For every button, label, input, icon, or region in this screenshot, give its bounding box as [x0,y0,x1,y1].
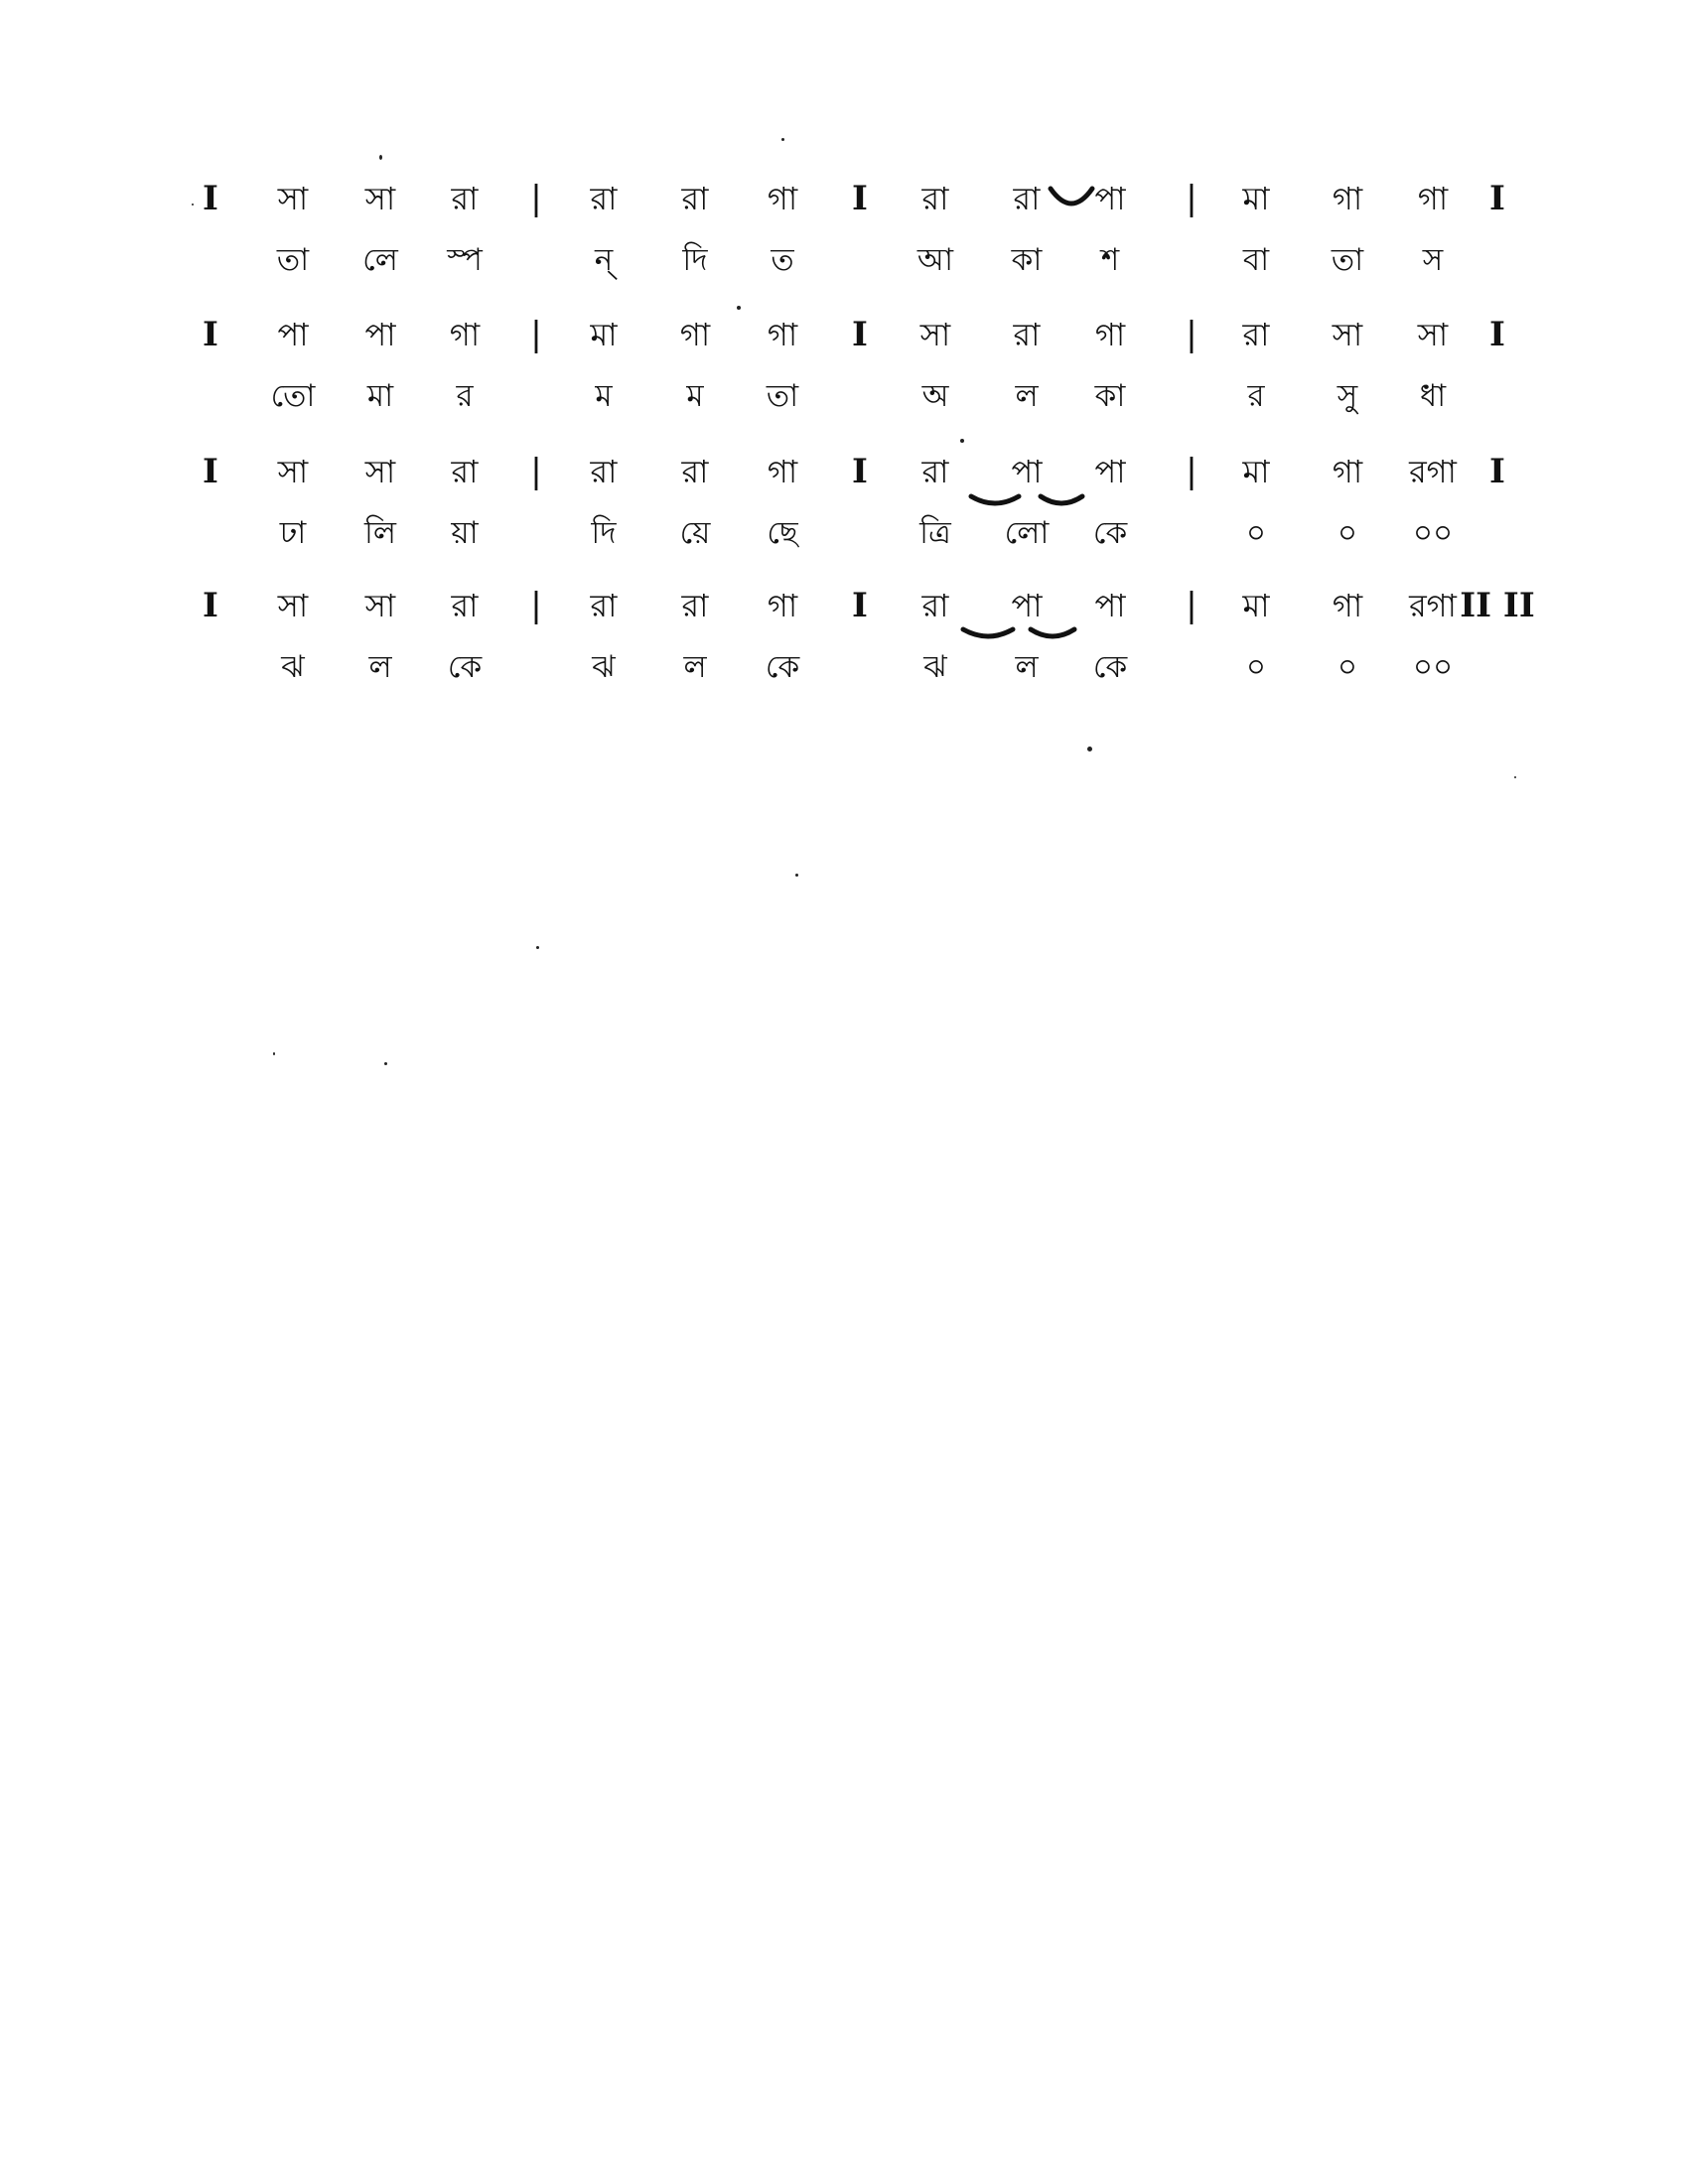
swara-note: রা [590,587,618,624]
lyric-syllable: ০ [1245,515,1267,551]
bar-line: I [203,315,218,354]
lyric-syllable: তো [270,378,316,414]
bar-line: I [852,452,868,491]
swara-note: রা [681,180,709,217]
print-speck [737,306,741,310]
lyric-syllable: ঝ [281,649,305,685]
slur-mark [1051,189,1092,204]
swara-note: সা [364,180,396,217]
swara-note: রা [681,587,709,624]
swara-note: মা [1242,453,1270,490]
swara-note: রা [590,180,618,217]
lyric-syllable: ০ [1336,649,1358,685]
lyric-syllable: র [456,378,474,414]
slur-mark [963,629,1013,636]
swara-note: পা [1094,587,1126,624]
lyric-syllable: য়া [451,515,479,551]
lyric-syllable: সু [1336,378,1358,414]
lyric-syllable: ন্ [594,242,614,278]
swara-note: সা [1332,316,1363,353]
bar-line: | [530,452,542,491]
swara-note: রা [681,453,709,490]
lyric-syllable: ঢা [279,515,307,551]
swara-note: গা [1417,180,1449,217]
swara-note: সা [277,587,309,624]
lyric-syllable: কে [1092,515,1128,551]
swara-note: রা [921,180,949,217]
lyric-syllable: য়ে [679,515,711,551]
swara-note: সা [277,453,309,490]
swara-note: রা [921,587,949,624]
swara-note: গা [767,180,798,217]
lyric-syllable: ত [771,242,794,278]
print-speck [1514,776,1516,778]
bar-line: | [1186,315,1197,354]
swara-note: গা [767,316,798,353]
bar-line: | [530,179,542,218]
lyric-syllable: অ [921,378,949,414]
lyric-syllable: ল [368,649,392,685]
swara-note: সা [364,453,396,490]
bar-line: I [203,586,218,625]
bar-line: I [1489,315,1505,354]
swara-note: রা [590,453,618,490]
swara-note: রা [451,587,479,624]
swara-note: সা [919,316,951,353]
bar-line: | [1186,586,1197,625]
swara-note: পা [1094,180,1126,217]
slur-mark [971,496,1019,503]
lyric-syllable: ম [686,378,704,414]
swara-note: গা [767,453,798,490]
swara-note: পা [1011,453,1043,490]
lyric-syllable: তা [766,378,799,414]
swara-note: সা [364,587,396,624]
lyric-syllable: তা [1331,242,1364,278]
swara-note: পা [1011,587,1043,624]
lyric-syllable: মা [366,378,394,414]
lyric-syllable: ল [1015,649,1039,685]
print-speck [781,138,784,141]
bar-line: I [203,452,218,491]
lyric-syllable: কে [447,649,483,685]
print-speck [1087,747,1092,751]
swara-note: গা [1332,587,1363,624]
swara-note: মা [1242,587,1270,624]
swara-note: মা [590,316,618,353]
lyric-syllable: কে [765,649,800,685]
swara-note: রা [1013,316,1041,353]
lyric-syllable: র [1247,378,1265,414]
swara-note: গা [1094,316,1126,353]
swara-note: পা [1094,453,1126,490]
lyric-syllable: ০০ [1412,515,1454,551]
bar-line: II II [1460,586,1535,625]
bar-line: I [852,586,868,625]
swara-note: সা [277,180,309,217]
bar-line: | [530,315,542,354]
print-speck [192,204,194,205]
swara-note: রা [1242,316,1270,353]
bar-line: | [1186,179,1197,218]
lyric-syllable: দি [682,242,708,278]
lyric-syllable: ত্রি [919,515,951,551]
print-speck [379,155,382,160]
bar-line: I [852,179,868,218]
bar-line: | [1186,452,1197,491]
lyric-syllable: বা [1242,242,1270,278]
lyric-syllable: কে [1092,649,1128,685]
swara-note: গা [679,316,711,353]
lyric-syllable: কা [1011,242,1043,278]
swara-note: পা [364,316,396,353]
bar-line: I [1489,179,1505,218]
slur-mark [1041,496,1082,503]
lyric-syllable: তা [276,242,310,278]
lyric-syllable: লো [1004,515,1050,551]
lyric-syllable: ০০ [1412,649,1454,685]
lyric-syllable: ০ [1336,515,1358,551]
lyric-syllable: স [1422,242,1444,278]
lyric-syllable: ল [683,649,707,685]
swara-note: পা [277,316,309,353]
slur-mark [1031,629,1074,636]
bar-line: | [530,586,542,625]
print-speck [536,946,539,949]
bar-line: I [1489,452,1505,491]
print-speck [960,439,964,443]
swara-note: রা [1013,180,1041,217]
lyric-syllable: ল [1015,378,1039,414]
lyric-syllable: কা [1094,378,1126,414]
lyric-syllable: শ [1100,242,1120,278]
lyric-syllable: দি [591,515,617,551]
bar-line: I [852,315,868,354]
swara-note: গা [767,587,798,624]
lyric-syllable: ০ [1245,649,1267,685]
lyric-syllable: ঝ [592,649,616,685]
lyric-syllable: স্প [447,242,483,278]
lyric-syllable: ম [595,378,613,414]
swara-note: মা [1242,180,1270,217]
swara-note: সা [1417,316,1449,353]
swara-note: গা [1332,453,1363,490]
swara-note: রা [451,453,479,490]
print-speck [384,1062,387,1065]
print-speck [273,1052,275,1055]
swara-note: রগা [1409,453,1457,490]
swara-note: গা [1332,180,1363,217]
print-speck [795,874,798,877]
lyric-syllable: লে [362,242,398,278]
lyric-syllable: আ [916,242,954,278]
swara-note: গা [449,316,481,353]
lyric-syllable: ছে [767,515,798,551]
bar-line: I [203,179,218,218]
lyric-syllable: লি [364,515,396,551]
lyric-syllable: ধা [1419,378,1447,414]
swara-note: রগা [1409,587,1457,624]
swara-note: রা [451,180,479,217]
lyric-syllable: ঝ [923,649,947,685]
swara-note: রা [921,453,949,490]
